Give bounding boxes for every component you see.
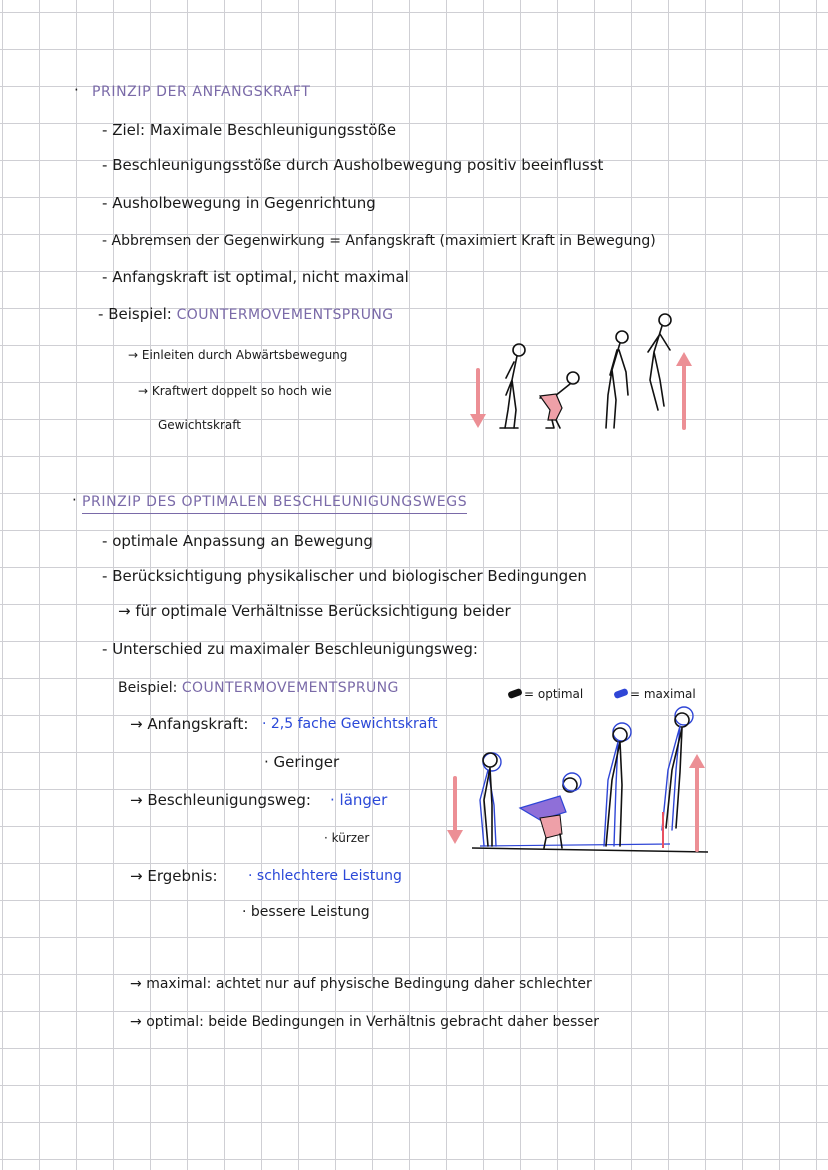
figure-crouch-icon xyxy=(520,773,581,848)
bullet-text: Anfangskraft ist optimal, nicht maximal xyxy=(112,268,409,286)
conclusion-maximal-label: maximal: xyxy=(146,976,212,992)
bullet-text: optimale Anpassung an Bewegung xyxy=(112,532,373,550)
legend-optimal-label: = optimal xyxy=(524,687,584,701)
bullet-text: Berücksichtigung physikalischer und biologischer Bedingungen xyxy=(112,567,587,585)
section2-arrow-1: → für optimale Verhältnisse Berücksichtigung beider xyxy=(118,602,511,620)
bullet-text: Ziel: Maximale Beschleunigungsstöße xyxy=(112,121,397,139)
legend-maximal-label: = maximal xyxy=(630,687,696,701)
section2-example xyxy=(118,678,399,698)
anfangskraft-optimal: · Geringer xyxy=(264,753,340,771)
section2-bullet-1: - optimale Anpassung an Bewegung xyxy=(102,532,373,550)
figure-standing-icon xyxy=(500,344,525,428)
conclusion-optimal-label: optimal: xyxy=(146,1014,204,1030)
figure-extend-icon xyxy=(606,331,628,428)
example-value: COUNTERMOVEMENTSPRUNG xyxy=(176,307,394,323)
example-label: Beispiel: xyxy=(108,305,172,323)
section1-bullet-3: - Ausholbewegung in Gegenrichtung xyxy=(102,194,376,212)
weg-row: → Beschleunigungsweg: xyxy=(130,791,311,809)
section1-bullet-dot: · xyxy=(74,81,79,99)
weg-optimal: · kürzer xyxy=(324,831,370,845)
section2-bullet-3: - Unterschied zu maximaler Beschleunigungsweg: xyxy=(102,640,478,658)
figure-crouch-icon xyxy=(540,372,579,428)
weg-maximal: · länger xyxy=(330,791,388,809)
section2-heading: PRINZIP DES OPTIMALEN BESCHLEUNIGUNGSWEGS xyxy=(82,492,467,514)
figure-extend-icon xyxy=(604,723,631,846)
figure-standing-icon xyxy=(480,753,501,846)
ergebnis-row: → Ergebnis: xyxy=(130,867,218,885)
example-value: COUNTERMOVEMENTSPRUNG xyxy=(181,680,399,696)
weg-label: Beschleunigungsweg: xyxy=(147,791,311,809)
section1-arrow-2: → Kraftwert doppelt so hoch wie xyxy=(138,384,332,398)
anfangskraft-label: Anfangskraft: xyxy=(147,715,249,733)
conclusion-optimal-text: beide Bedingungen in Verhältnis gebracht daher besser xyxy=(208,1014,599,1030)
section2-bullet-2: - Berücksichtigung physikalischer und biologischer Bedingungen xyxy=(102,567,587,585)
arrow-text: Einleiten durch Abwärtsbewegung xyxy=(141,348,348,362)
section1-arrow-1: → Einleiten durch Abwärtsbewegung xyxy=(128,348,348,362)
arrow-text: für optimale Verhältnisse Berücksichtigung beider xyxy=(135,602,511,620)
section1-bullet-4: - Abbremsen der Gegenwirkung = Anfangskraft (maximiert Kraft in Bewegung) xyxy=(102,233,656,249)
conclusion-optimal: → optimal: beide Bedingungen in Verhältnis gebracht daher besser xyxy=(130,1014,599,1030)
bullet-text: Unterschied zu maximaler Beschleunigungsweg: xyxy=(112,640,478,658)
section2-bullet-dot: · xyxy=(72,491,77,509)
ergebnis-optimal: · bessere Leistung xyxy=(242,904,370,920)
section1-bullet-1: - Ziel: Maximale Beschleunigungsstöße xyxy=(102,121,397,139)
section1-arrow-2-cont: Gewichtskraft xyxy=(158,418,241,432)
figure-airborne-icon xyxy=(662,707,693,848)
section1-bullet-2: - Beschleunigungsstöße durch Ausholbewegung positiv beeinflusst xyxy=(102,156,604,174)
figure-airborne-icon xyxy=(648,314,671,410)
legend-optimal-swatch xyxy=(507,688,523,699)
section1-heading: PRINZIP DER ANFANGSKRAFT xyxy=(92,84,311,100)
bullet-text: Beschleunigungsstöße durch Ausholbewegung positiv beeinflusst xyxy=(112,156,604,174)
conclusion-maximal-text: achtet nur auf physische Bedingung daher schlechter xyxy=(215,976,592,992)
anfangskraft-row: → Anfangskraft: xyxy=(130,715,249,733)
ergebnis-label: Ergebnis: xyxy=(147,867,218,885)
bullet-text: Ausholbewegung in Gegenrichtung xyxy=(112,194,376,212)
anfangskraft-maximal: · 2,5 fache Gewichtskraft xyxy=(262,716,438,732)
legend-maximal-swatch xyxy=(613,688,629,699)
arrow-text: Kraftwert doppelt so hoch wie xyxy=(151,384,332,398)
ergebnis-maximal: · schlechtere Leistung xyxy=(248,868,402,884)
section1-bullet-5: - Anfangskraft ist optimal, nicht maximal xyxy=(102,268,409,286)
bullet-text: Abbremsen der Gegenwirkung = Anfangskraft (maximiert Kraft in Bewegung) xyxy=(111,233,656,249)
section1-example: - Beispiel: COUNTERMOVEMENTSPRUNG xyxy=(98,305,394,323)
conclusion-maximal: → maximal: achtet nur auf physische Bedingung daher schlechter xyxy=(130,976,592,992)
example-label: Beispiel: xyxy=(118,680,178,696)
